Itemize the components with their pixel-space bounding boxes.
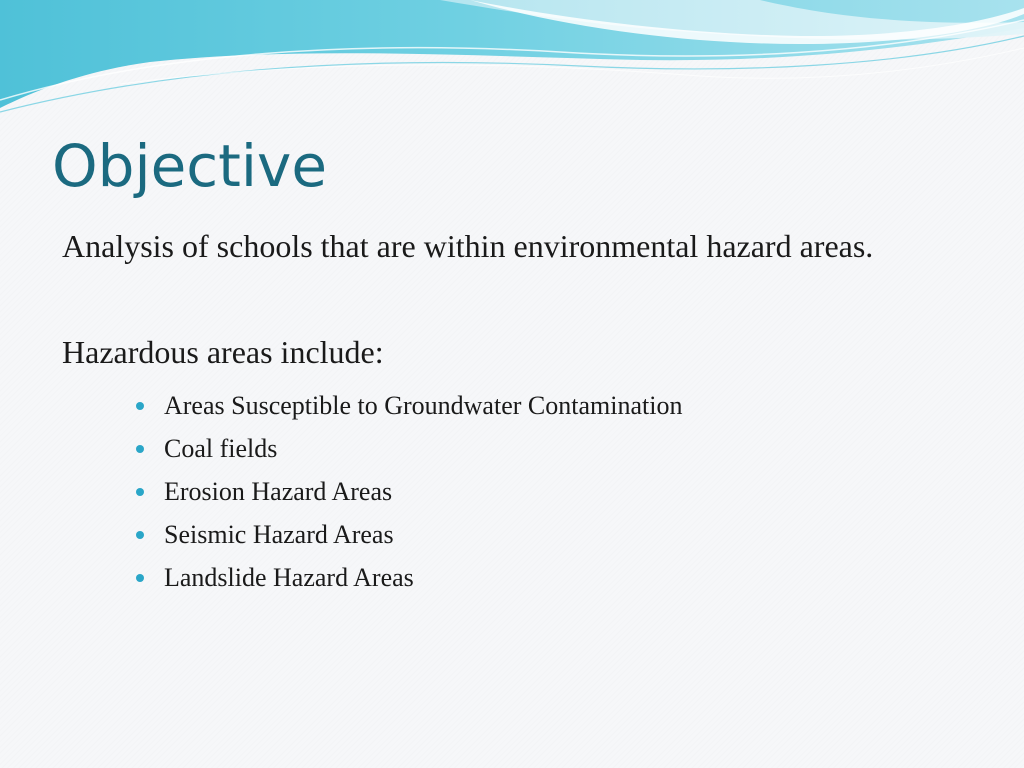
slide-body bbox=[62, 224, 962, 599]
list-item-label: Landslide Hazard Areas bbox=[164, 563, 414, 592]
header-wave-decoration bbox=[0, 0, 1024, 120]
hazard-list-intro: Hazardous areas include: bbox=[62, 334, 384, 370]
bullet-icon bbox=[136, 574, 144, 582]
list-item bbox=[134, 513, 962, 556]
bullet-icon bbox=[136, 402, 144, 410]
list-item-label: Seismic Hazard Areas bbox=[164, 520, 394, 549]
slide-title: Objective bbox=[52, 132, 328, 200]
list-item bbox=[134, 427, 962, 470]
list-item bbox=[134, 384, 962, 427]
bullet-icon bbox=[136, 488, 144, 496]
list-item-label: Areas Susceptible to Groundwater Contamination bbox=[164, 391, 683, 420]
hazard-list bbox=[62, 384, 962, 599]
list-item bbox=[134, 470, 962, 513]
objective-paragraph: Analysis of schools that are within environmental hazard areas. bbox=[62, 228, 874, 264]
list-item bbox=[134, 556, 962, 599]
bullet-icon bbox=[136, 531, 144, 539]
list-item-label: Erosion Hazard Areas bbox=[164, 477, 393, 506]
list-item-label: Coal fields bbox=[164, 434, 278, 463]
bullet-icon bbox=[136, 445, 144, 453]
